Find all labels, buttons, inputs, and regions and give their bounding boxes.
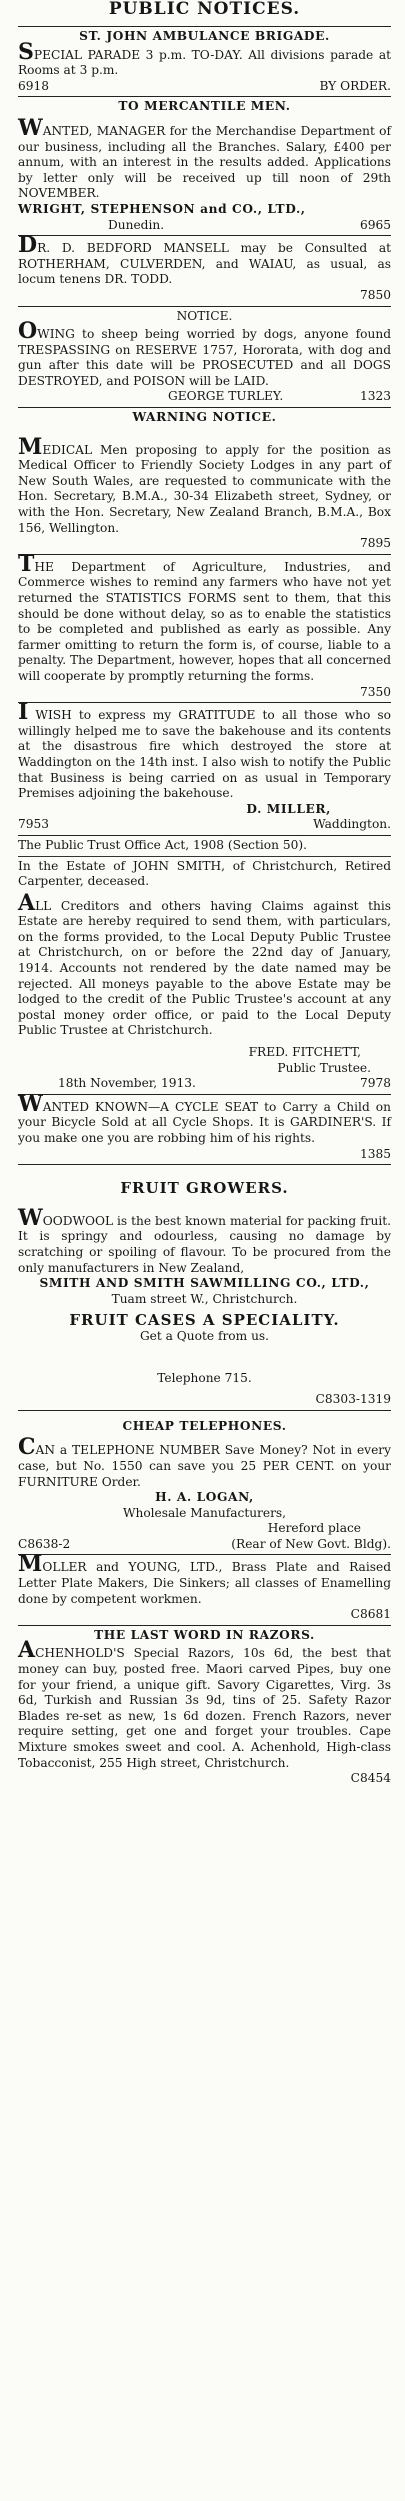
notice-body: WOODWOOL is the best known material for packing fruit. It is springy and odourless, causing no damage by scratching or spoiling of flavour. To be procured from the only manufacturers in New Zealand, [18, 1204, 391, 1275]
notice-body: WANTED, MANAGER for the Merchandise Department of our business, including all the Branches. Salary, £400 per annum, with an interest in the results added. Applications by letter only will be received up till noon of 29th NOVEMBER. [18, 114, 391, 201]
notice-date: 18th November, 1913. [58, 1076, 196, 1091]
notice-body: CAN a TELEPHONE NUMBER Save Money? Not in every case, but No. 1550 can save you 25 PER CENT. on your FURNITURE Order. [18, 1434, 391, 1489]
notice-agriculture [18, 550, 391, 700]
divider [18, 96, 391, 97]
notice-signature: FRED. FITCHETT, [248, 1045, 361, 1060]
divider [18, 1625, 391, 1626]
notice-trespass [18, 309, 391, 406]
notice-body: WANTED KNOWN—A CYCLE SEAT to Carry a Child on your Bicycle Sold at all Cycle Shops. It is GARDINER'S. If you make one you are robbing him of his rights. [18, 1090, 391, 1145]
notice-title: The Public Trust Office Act, 1908 (Section 50). [18, 837, 308, 852]
notice-body: MEDICAL Men proposing to apply for the position as Medical Officer to Friendly Society Lodges in any part of New South Wales, are requested to communicate with the Hon. Secretary, B.M.A., 30-34 Elizabeth street, Sydney, or with the Hon. Secretary, New Zealand Branch, B.M.A., Box 156, Wellington. [18, 433, 391, 535]
page-title: PUBLIC NOTICES. [108, 0, 301, 19]
notice-line: Wholesale Manufacturers, [122, 1505, 287, 1520]
notice-public-trust [18, 838, 391, 1092]
notice-title: TO MERCANTILE MEN. [118, 99, 291, 114]
notice-line: (Rear of New Govt. Bldg). [231, 1536, 391, 1551]
notice-code: 7895 [359, 536, 391, 551]
notice-mercantile [18, 99, 391, 233]
notice-code: C8454 [350, 1771, 391, 1786]
notice-warning [18, 410, 391, 552]
notice-cycle-seat [18, 1090, 391, 1162]
notice-body: ACHENHOLD'S Special Razors, 10s 6d, the best that money can buy, posted free. Maori carved Pipes, buy one for your friend, a unique gift. Savory Cigarettes, Virg. 3s 6d, Turkish and Russian 3s 9d, tins of 25. Safety Razor Blades re-set as new, 1s 6d dozen. French Razors, never require setting, get one and forget your troubles. Cape Mixture smokes sweet and cool. A. Achenhold, High-class Tobacconist, 255 High street, Christchurch. [18, 1637, 391, 1770]
notice-code: 7953 [18, 817, 50, 832]
notice-body: SPECIAL PARADE 3 p.m. TO-DAY. All divisions parade at Rooms at 3 p.m. [18, 38, 391, 78]
notice-footer [18, 218, 391, 234]
notice-body: I WISH to express my GRATITUDE to all those who so willingly helped me to save the bakehouse and its contents at the disastrous fire which destroyed the store at Waddington on the 14th inst. I also wish to notify the Public that Business is being carried on as usual in Temporary Premises adjoining the bakehouse. [18, 699, 391, 801]
notice-fruit-growers [18, 1167, 391, 1408]
notice-code: C8638-2 [18, 1536, 71, 1551]
notice-signature: BY ORDER. [319, 78, 391, 93]
notice-code: C8303-1319 [315, 1392, 391, 1407]
notice-line: Hereford place [267, 1521, 361, 1536]
notice-address: Tuam street W., Christchurch. [111, 1291, 298, 1306]
notice-phone: Telephone 715. [157, 1370, 252, 1385]
divider [18, 407, 391, 408]
notice-special: FRUIT CASES A SPECIALITY. [69, 1311, 340, 1330]
divider [18, 835, 391, 836]
divider [18, 306, 391, 307]
notice-body: DR. D. BEDFORD MANSELL may be Consulted at ROTHERHAM, CULVERDEN, and WAIAU, as usual, as locum tenens DR. TODD. [18, 232, 391, 287]
notice-body: MOLLER and YOUNG, LTD., Brass Plate and Raised Letter Plate Makers, Die Sinkers; all classes of Enamelling done by competent workmen. [18, 1551, 391, 1606]
notice-code: C8681 [350, 1607, 391, 1622]
notice-ambulance [18, 29, 391, 94]
notice-firm: SMITH AND SMITH SAWMILLING CO., LTD., [39, 1276, 370, 1291]
notice-moller-young [18, 1551, 391, 1622]
notice-razors [18, 1628, 391, 1787]
divider [18, 235, 391, 236]
notice-subtitle: In the Estate of JOHN SMITH, of Christchurch, Retired Carpenter, deceased. [18, 858, 391, 889]
notice-title: THE LAST WORD IN RAZORS. [94, 1627, 315, 1642]
notice-doctor [18, 232, 391, 303]
notice-code: 7350 [359, 684, 391, 699]
divider [18, 554, 391, 555]
notice-code: 6918 [18, 78, 50, 93]
notice-code: 6965 [359, 217, 391, 232]
divider [18, 26, 391, 27]
notice-signature: GEORGE TURLEY. [168, 389, 284, 404]
notice-body: OWING to sheep being worried by dogs, anyone found TRESPASSING on RESERVE 1757, Hororata, with dog and gun after this date will be PROSECUTED and all DOGS DESTROYED, and POISON will be LAID. [18, 318, 391, 388]
notice-title: FRUIT GROWERS. [120, 1179, 289, 1198]
notice-signature: WRIGHT, STEPHENSON and CO., LTD., [18, 201, 306, 216]
divider [18, 1554, 391, 1555]
notice-place: Dunedin. [108, 217, 165, 232]
divider [18, 1410, 391, 1411]
notice-title: ST. JOHN AMBULANCE BRIGADE. [79, 29, 330, 43]
notice-code: 7850 [359, 287, 391, 302]
notice-firm: H. A. LOGAN, [155, 1490, 254, 1505]
notice-footer [18, 1537, 391, 1553]
notice-quote: Get a Quote from us. [139, 1328, 270, 1343]
notice-code: 1323 [359, 389, 391, 404]
notice-footer [18, 817, 391, 833]
divider [18, 1164, 391, 1165]
notice-body: THE Department of Agriculture, Industries, and Commerce wishes to remind any farmers who have not yet returned the STATISTICS FORMS sent to them, that this should be done without delay, so as to enable the statistics to be completed and published as early as possible. Any farmer omitting to return the form is, of course, liable to a penalty. The Department, however, hopes that all concerned will cooperate by promptly returning the forms. [18, 550, 391, 683]
notice-place: Waddington. [313, 817, 391, 832]
notice-place: Public Trustee. [277, 1060, 371, 1075]
divider [18, 702, 391, 703]
notice-cheap-telephones [18, 1413, 391, 1553]
divider [18, 856, 391, 857]
divider [18, 1094, 391, 1095]
notice-gratitude [18, 699, 391, 833]
notice-body: ALL Creditors and others having Claims against this Estate are hereby required to send them, with particulars, on the forms provided, to the Local Deputy Public Trustee at Christchurch, on or before the 22nd day of January, 1914. Accounts not rendered by the date named may be rejected. All moneys payable to the above Estate may be lodged to the credit of the Public Trustee's account at any postal money order office, or paid to the Local Deputy Public Trustee at Christchurch. [18, 889, 391, 1038]
notice-title: WARNING NOTICE. [132, 410, 277, 425]
notice-title: NOTICE. [176, 308, 233, 323]
notice-footer [18, 1076, 391, 1092]
notice-footer [18, 389, 391, 405]
notice-code: 7978 [359, 1076, 391, 1091]
notice-signature: D. MILLER, [246, 801, 331, 816]
notice-code: 1385 [359, 1146, 391, 1161]
notice-title: CHEAP TELEPHONES. [122, 1418, 287, 1433]
notice-footer [18, 79, 391, 95]
